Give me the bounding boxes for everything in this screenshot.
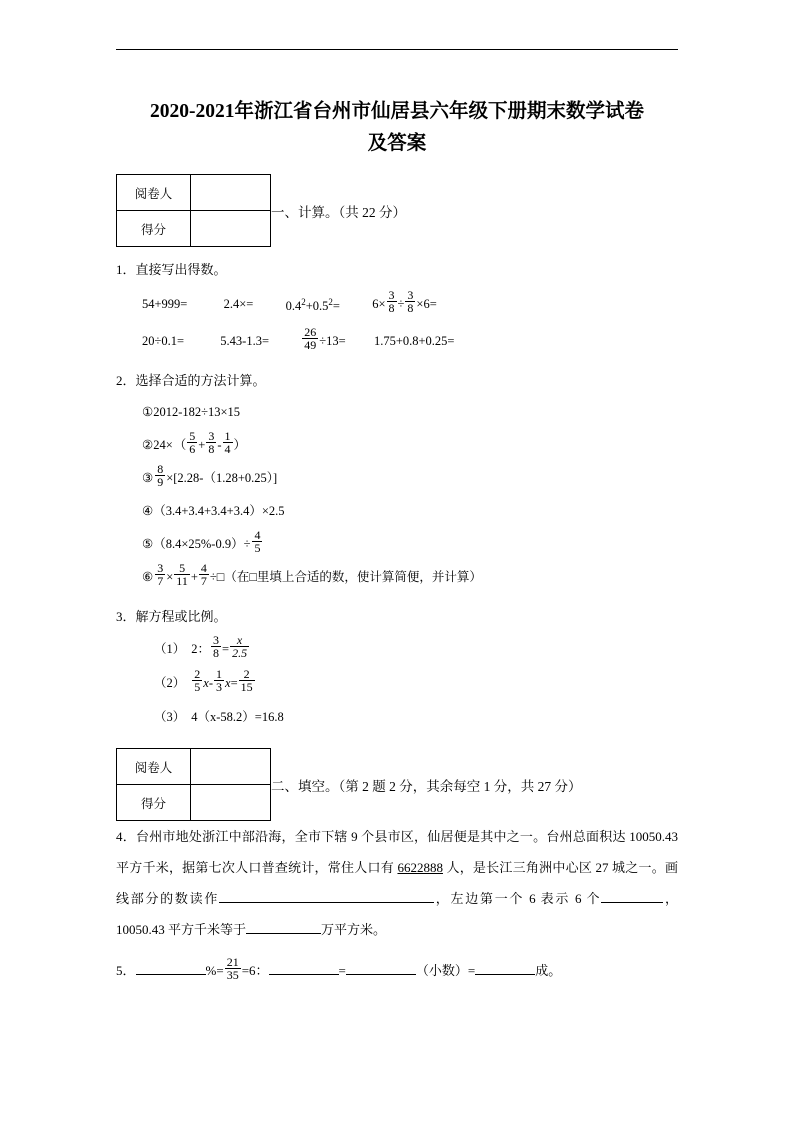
page-title-line1: 2020-2021年浙江省台州市仙居县六年级下册期末数学试卷 bbox=[150, 101, 644, 122]
fraction-denominator: 15 bbox=[240, 680, 253, 695]
q2-item-2 bbox=[116, 429, 678, 462]
fraction-denominator: 8 bbox=[213, 646, 220, 661]
fraction bbox=[302, 326, 318, 351]
q3-equation-2-label: （2） bbox=[154, 676, 186, 691]
q2-item-2-lead: ②24× bbox=[142, 438, 173, 453]
table-row bbox=[117, 211, 271, 247]
fraction bbox=[387, 289, 397, 314]
fraction-denominator: 9 bbox=[157, 475, 164, 490]
reviewer-label: 阅卷人 bbox=[117, 749, 191, 785]
fraction bbox=[211, 634, 221, 659]
score-label: 得分 bbox=[117, 211, 191, 247]
q2-item-3-lead: ③ bbox=[142, 471, 154, 486]
question-1-row-2 bbox=[116, 323, 678, 358]
q3-equation-2-var-1: x bbox=[203, 676, 209, 691]
page-title-line2: 及答案 bbox=[367, 133, 427, 154]
q5-equals-1: = bbox=[338, 963, 346, 979]
fraction-denominator: 5 bbox=[194, 680, 201, 695]
fraction-numerator: 5 bbox=[189, 428, 196, 443]
q3-equation-3-label: （3） bbox=[154, 710, 186, 725]
reviewer-label: 阅卷人 bbox=[117, 175, 191, 211]
q1-expr-7 bbox=[301, 324, 345, 358]
q5-answer-blank-3[interactable] bbox=[346, 960, 416, 975]
fraction-denominator: 11 bbox=[176, 574, 188, 589]
fraction bbox=[405, 289, 415, 314]
q2-item-2-open-paren: （ bbox=[173, 438, 187, 453]
fraction-denominator: 8 bbox=[407, 300, 414, 315]
q2-item-6 bbox=[116, 561, 678, 594]
q2-item-6-tail: ÷□（在□里填上合适的数，使计算简便，并计算） bbox=[209, 570, 482, 585]
fraction-numerator: 2 bbox=[239, 668, 255, 681]
fraction-denominator: 7 bbox=[157, 574, 164, 589]
q3-equation-1-label: （1） bbox=[154, 642, 186, 657]
fraction-denominator: 8 bbox=[208, 442, 215, 457]
reviewer-value-cell[interactable] bbox=[191, 749, 271, 785]
q1-expr-7-end: ÷13= bbox=[319, 334, 346, 349]
q1-expr-3-sup1: 2 bbox=[301, 297, 306, 307]
q2-item-1: ①2012-182÷13×15 bbox=[142, 405, 241, 420]
q3-equation-1-lead: 2： bbox=[191, 642, 211, 657]
q4-answer-blank-3[interactable] bbox=[246, 919, 321, 934]
fraction bbox=[225, 956, 241, 981]
fraction-numerator: 3 bbox=[213, 632, 220, 647]
score-table-section-one bbox=[116, 174, 271, 247]
fraction bbox=[206, 430, 216, 455]
section-one-row bbox=[116, 174, 678, 247]
question-3-stem: 3．解方程或比例。 bbox=[116, 609, 227, 625]
q3-equation-1-equals: = bbox=[222, 642, 230, 657]
q4-answer-blank-2[interactable] bbox=[601, 888, 663, 903]
q5-lead: 5． bbox=[116, 963, 136, 979]
fraction-numerator: 26 bbox=[304, 324, 317, 339]
q2-item-6-op-1: × bbox=[166, 570, 174, 585]
score-value-cell[interactable] bbox=[191, 785, 271, 821]
fraction-numerator: 1 bbox=[224, 428, 231, 443]
q1-expr-4 bbox=[372, 287, 437, 321]
fraction-numerator: 3 bbox=[157, 560, 164, 575]
fraction bbox=[252, 529, 262, 554]
fraction bbox=[199, 562, 209, 587]
page-content bbox=[116, 96, 678, 986]
q2-item-2-op-1: + bbox=[198, 438, 206, 453]
q3-equation-2-op: - bbox=[208, 676, 213, 691]
q3-equation-2 bbox=[116, 666, 678, 700]
fraction bbox=[174, 562, 190, 587]
fraction-denominator: 4 bbox=[224, 442, 231, 457]
q1-expr-4-pre: 6× bbox=[372, 297, 386, 312]
q3-equation-2-var-2: x bbox=[225, 676, 231, 691]
fraction-numerator: 4 bbox=[200, 560, 207, 575]
fraction-numerator: 4 bbox=[254, 527, 261, 542]
fraction-denominator: 49 bbox=[304, 338, 317, 353]
q5-percent: %= bbox=[205, 963, 224, 979]
score-table-section-two bbox=[116, 748, 271, 821]
q1-expr-5: 20÷0.1= bbox=[142, 334, 185, 349]
q4-part-4: ，10050.43 平方千米等于 bbox=[116, 891, 678, 938]
section-two-row bbox=[116, 748, 678, 821]
q4-underlined-number: 6622888 bbox=[397, 860, 443, 876]
q4-part-1: 4．台州市地处浙江中部沿海，全市下辖 9 个县市区，仙居便是其中之一。台州总面积达 10050.43 平方千米，据第七次人口普查统计，常住人口有 bbox=[116, 829, 678, 876]
fraction bbox=[214, 668, 224, 693]
q5-mid: =6： bbox=[241, 963, 269, 979]
fraction-denominator: 5 bbox=[254, 541, 261, 556]
section-one-heading: 一、计算。（共 22 分） bbox=[271, 204, 406, 220]
q1-expr-1: 54+999= bbox=[142, 297, 188, 312]
q1-expr-3-mid: +0.5 bbox=[305, 299, 329, 314]
q5-answer-blank-1[interactable] bbox=[136, 960, 206, 975]
q2-item-5-lead: ⑤（8.4×25%-0.9）÷ bbox=[142, 537, 251, 552]
fraction-numerator: 1 bbox=[216, 666, 222, 681]
q3-equation-3-text: 4（x-58.2）=16.8 bbox=[191, 710, 284, 725]
question-1-stem: 1．直接写出得数。 bbox=[116, 262, 227, 277]
table-row bbox=[117, 175, 271, 211]
q1-expr-3 bbox=[286, 285, 340, 323]
fraction bbox=[192, 668, 202, 693]
fraction-denominator: 7 bbox=[200, 574, 207, 589]
fraction bbox=[223, 430, 233, 455]
fraction-numerator: 21 bbox=[226, 954, 239, 969]
q4-part-5: 万平方米。 bbox=[321, 922, 387, 938]
q2-item-3 bbox=[116, 462, 678, 495]
fraction-denominator: 3 bbox=[216, 680, 222, 695]
table-row bbox=[117, 785, 271, 821]
q5-answer-blank-4[interactable] bbox=[475, 960, 535, 975]
fraction bbox=[187, 430, 197, 455]
q1-expr-3-base: 0.4 bbox=[285, 299, 302, 314]
q4-part-2: 人，是长江三角洲中心区 27 城之一。画线部分的数读作 bbox=[116, 860, 678, 907]
q2-item-2-close-paren: ） bbox=[233, 438, 247, 453]
question-5 bbox=[116, 955, 678, 986]
q1-expr-4-end: ×6= bbox=[416, 297, 437, 312]
q2-item-2-op-2: - bbox=[217, 438, 222, 453]
question-2-stem: 2．选择合适的方法计算。 bbox=[116, 373, 266, 389]
score-label: 得分 bbox=[117, 785, 191, 821]
q4-part-3: ，左边第一个 6 表示 6 个 bbox=[434, 891, 602, 907]
q2-item-6-lead: ⑥ bbox=[142, 570, 154, 585]
question-1-row-1 bbox=[116, 285, 678, 323]
fraction bbox=[230, 634, 249, 659]
q1-expr-8: 1.75+0.8+0.25= bbox=[373, 334, 455, 349]
q1-expr-6: 5.43-1.3= bbox=[220, 334, 270, 349]
score-value-cell[interactable] bbox=[191, 211, 271, 247]
fraction-denominator: 2.5 bbox=[232, 646, 248, 661]
q5-paren-decimal: （小数）= bbox=[415, 963, 476, 979]
fraction-denominator: 6 bbox=[189, 442, 196, 457]
header-rule bbox=[116, 49, 678, 50]
q3-equation-2-equals: = bbox=[230, 676, 238, 691]
fraction-numerator: 5 bbox=[174, 562, 190, 575]
fraction-numerator: 8 bbox=[157, 461, 164, 476]
q5-answer-blank-2[interactable] bbox=[269, 960, 339, 975]
fraction bbox=[155, 463, 165, 488]
fraction-denominator: 35 bbox=[226, 968, 239, 983]
fraction-denominator: 8 bbox=[388, 300, 395, 315]
fraction bbox=[155, 562, 165, 587]
fraction bbox=[239, 668, 255, 693]
q5-tail: 成。 bbox=[535, 963, 562, 979]
fraction-numerator: 2 bbox=[194, 666, 201, 681]
question-4 bbox=[116, 821, 678, 945]
reviewer-value-cell[interactable] bbox=[191, 175, 271, 211]
table-row bbox=[117, 749, 271, 785]
q1-expr-3-end: = bbox=[332, 299, 340, 314]
q2-item-3-tail: ×[2.28-（1.28+0.25）] bbox=[166, 471, 278, 486]
fraction-numerator: 3 bbox=[407, 287, 414, 302]
fraction-numerator: 3 bbox=[388, 287, 395, 302]
fraction-numerator: x bbox=[230, 634, 249, 647]
q1-expr-3-sup2: 2 bbox=[328, 297, 333, 307]
section-two-heading: 二、填空。（第 2 题 2 分，其余每空 1 分，共 27 分） bbox=[271, 778, 582, 794]
q1-expr-2: 2.4×= bbox=[223, 297, 254, 312]
q3-equation-1 bbox=[116, 632, 678, 666]
q1-expr-4-mid: ÷ bbox=[397, 297, 405, 312]
q3-equation-3 bbox=[116, 700, 678, 734]
fraction-numerator: 3 bbox=[208, 428, 215, 443]
q2-item-6-op-2: + bbox=[190, 570, 198, 585]
q4-answer-blank-1[interactable] bbox=[219, 888, 434, 903]
q2-item-5 bbox=[116, 528, 678, 561]
q2-item-4: ④（3.4+3.4+3.4+3.4）×2.5 bbox=[142, 504, 285, 519]
page-title bbox=[116, 96, 678, 160]
